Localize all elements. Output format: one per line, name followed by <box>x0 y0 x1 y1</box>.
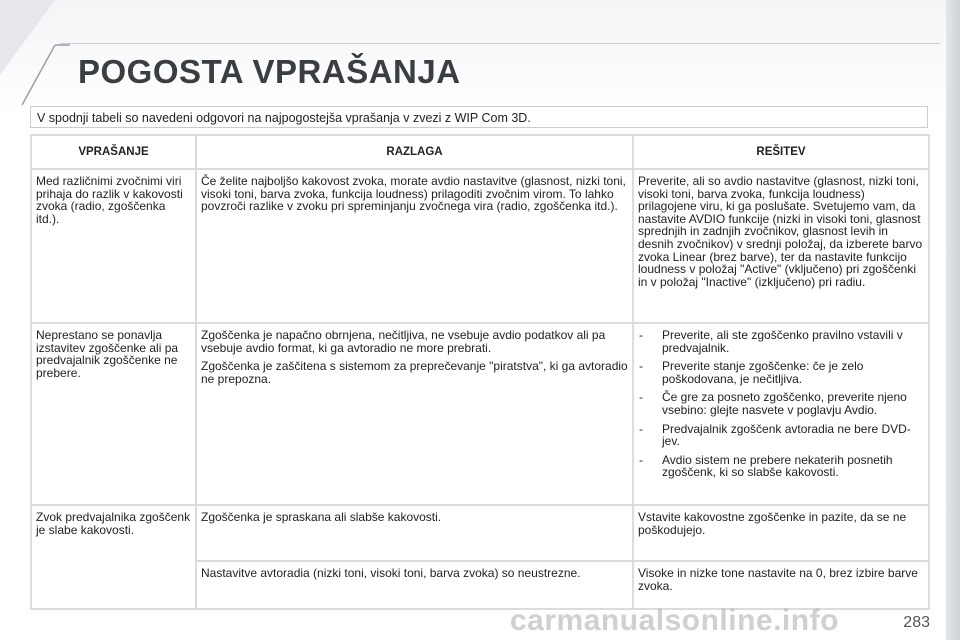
list-item: - Če gre za posneto zgoščenko, preverite njeno vsebino: glejte nasvete v poglavju Avdio. <box>638 391 924 416</box>
table-row <box>32 324 928 504</box>
table-row <box>32 170 928 322</box>
explanation-text: Če želite najboljšo kakovost zvoka, morate avdio nastavitve (glasnost, nizki toni, visoki toni, barva zvoka, funkcija loudness) prilagoditi zvočnim virom. To lahko povzroči razlike v zvoku pri spreminjanju zvočnega vira (radio, zgoščenka itd.). <box>201 174 626 214</box>
explanation-cell <box>197 170 632 322</box>
watermark: carmanualsonline.info <box>510 604 839 637</box>
explanation-cell <box>197 324 632 504</box>
page-edge-rail <box>946 0 960 640</box>
table-row <box>32 506 928 560</box>
list-item: - Preverite stanje zgoščenke: če je zelo poškodovana, je nečitljiva. <box>638 360 924 385</box>
intro-text: V spodnji tabeli so navedeni odgovori na najpogostejša vprašanja v zvezi z WIP Com 3D. <box>30 106 928 128</box>
column-header-solution: REŠITEV <box>634 136 928 168</box>
column-header-explanation: RAZLAGA <box>197 136 632 168</box>
solution-cell: Visoke in nizke tone nastavite na 0, brez izbire barve zvoka. <box>634 562 928 608</box>
page-number: 283 <box>903 614 930 631</box>
explanation-cell <box>197 506 632 560</box>
solution-cell: Preverite, ali so avdio nastavitve (glasnost, nizki toni, visoki toni, barva zvoka, funkcija loudness) prilagojene viru, ki ga poslušate. Svetujemo vam, da nastavite AVDIO funkcije (nizki in visoki toni, glasnost sprednjih in zadnjih zvočnikov, glasnost levih in desnih zvočnikov) v srednji položaj, da izberete barvo zvoka Linear (brez barve), ter da nastavite funkcijo loudness v položaj "Active" (vključeno) pri zgoščenki in v položaj "Inactive" (izključeno) pri radiu. <box>634 170 928 322</box>
question-cell: Neprestano se ponavlja izstavitev zgoščenke ali pa predvajalnik zgoščenke ne prebere. <box>32 324 195 504</box>
explanation-text: Nastavitve avtoradia (nizki toni, visoki toni, barva zvoka) so neustrezne. <box>201 566 581 580</box>
explanation-text: Zgoščenka je napačno obrnjena, nečitljiva, ne vsebuje avdio podatkov ali pa vsebuje avdio format, ki ga avtoradio ne more prebrati. <box>201 328 606 355</box>
question-cell: Med različnimi zvočnimi viri prihaja do razlik v kakovosti zvoka (radio, zgoščenka itd.). <box>32 170 195 322</box>
list-item: - Preverite, ali ste zgoščenko pravilno vstavili v predvajalnik. <box>638 329 924 354</box>
explanation-text: Zgoščenka je spraskana ali slabše kakovosti. <box>201 510 442 524</box>
title-rule <box>60 43 940 44</box>
solution-cell: Vstavite kakovostne zgoščenke in pazite, da se ne poškodujejo. <box>634 506 928 560</box>
explanation-cell <box>197 562 632 608</box>
solution-list <box>638 329 924 479</box>
column-header-question: VPRAŠANJE <box>32 136 195 168</box>
table-header-row <box>32 136 928 168</box>
list-item: - Avdio sistem ne prebere nekaterih posnetih zgoščenk, ki so slabše kakovosti. <box>638 454 924 479</box>
solution-cell <box>634 324 928 504</box>
question-cell: Zvok predvajalnika zgoščenk je slabe kakovosti. <box>32 506 195 608</box>
explanation-text: Zgoščenka je zaščitena s sistemom za preprečevanje "piratstva", ki ga avtoradio ne prepozna. <box>201 359 628 386</box>
page-title: POGOSTA VPRAŠANJA <box>78 53 461 90</box>
list-item: - Predvajalnik zgoščenk avtoradia ne bere DVD-jev. <box>638 423 924 448</box>
faq-table <box>30 134 930 610</box>
corner-decoration <box>0 0 70 110</box>
